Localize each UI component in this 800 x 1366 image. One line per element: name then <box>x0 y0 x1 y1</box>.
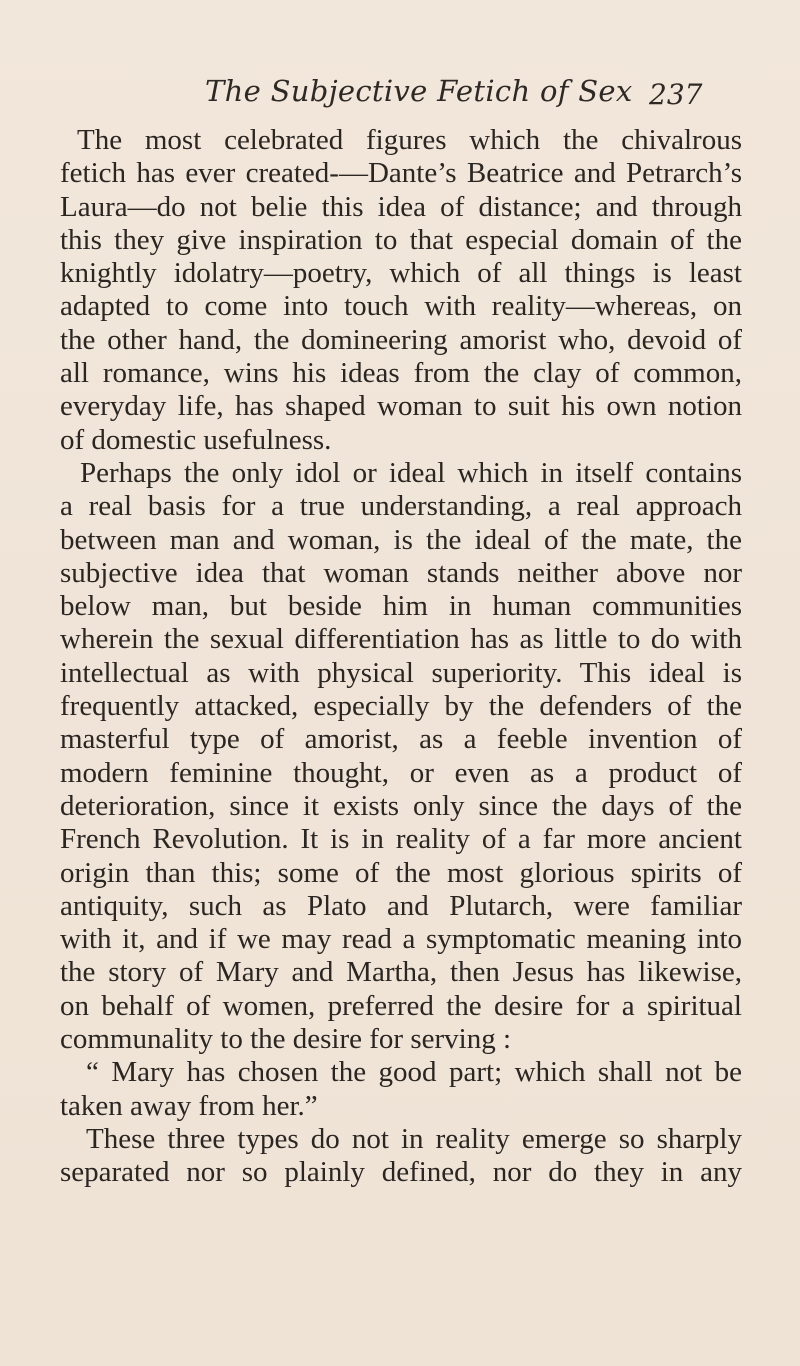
text-line: separated nor so plainly defined, nor do they in any <box>60 1156 742 1189</box>
text-line: with it, and if we may read a symptomatic meaning into <box>60 923 742 956</box>
text-line: antiquity, such as Plato and Plutarch, were familiar <box>60 889 742 922</box>
text-line: Perhaps the only idol or ideal which in itself contains <box>80 456 742 489</box>
text-line: adapted to come into touch with reality—whereas, on <box>60 290 742 323</box>
text-line: on behalf of women, preferred the desire for a spiritual <box>60 989 742 1022</box>
text-line: communality to the desire for serving : <box>60 1023 512 1056</box>
body-text <box>60 124 742 1190</box>
text-line: masterful type of amorist, as a feeble invention of <box>60 723 742 756</box>
text-line: below man, but beside him in human communities <box>60 590 742 623</box>
text-line: a real basis for a true understanding, a real approach <box>60 490 742 523</box>
text-line: between man and woman, is the ideal of the mate, the <box>60 523 742 556</box>
text-line: These three types do not in reality emerge so sharply <box>86 1122 742 1155</box>
quotation-line: taken away from her.” <box>60 1089 318 1122</box>
text-line: of domestic usefulness. <box>60 423 332 456</box>
quotation-line: “ Mary has chosen the good part; which shall not be <box>86 1056 742 1089</box>
text-line: this they give inspiration to that especial domain of the <box>60 223 742 256</box>
text-line: the other hand, the domineering amorist who, devoid of <box>60 323 742 356</box>
text-line: modern feminine thought, or even as a product of <box>60 756 742 789</box>
text-line: knightly idolatry—poetry, which of all things is least <box>60 257 742 290</box>
text-line: origin than this; some of the most glorious spirits of <box>60 856 742 889</box>
text-line: intellectual as with physical superiority. This ideal is <box>60 656 742 689</box>
text-line: deterioration, since it exists only since the days of the <box>60 789 742 822</box>
text-line: The most celebrated figures which the chivalrous <box>77 124 742 156</box>
text-line: Laura—do not belie this idea of distance; and through <box>60 190 742 223</box>
text-line: frequently attacked, especially by the defenders of the <box>60 690 742 723</box>
text-line: wherein the sexual differentiation has as little to do with <box>60 623 742 656</box>
running-head <box>0 74 800 114</box>
running-title: The Subjective Fetich of Sex <box>205 74 633 108</box>
text-line: all romance, wins his ideas from the clay of common, <box>60 357 742 390</box>
text-line: everyday life, has shaped woman to suit his own notion <box>60 390 742 423</box>
text-line: subjective idea that woman stands neither above nor <box>60 556 742 589</box>
text-line: the story of Mary and Martha, then Jesus has likewise, <box>60 956 742 989</box>
text-line: fetich has ever created-—Dante’s Beatrice and Petrarch’s <box>60 157 742 190</box>
page-number: 237 <box>649 78 703 111</box>
text-line: French Revolution. It is in reality of a far more ancient <box>60 823 742 856</box>
